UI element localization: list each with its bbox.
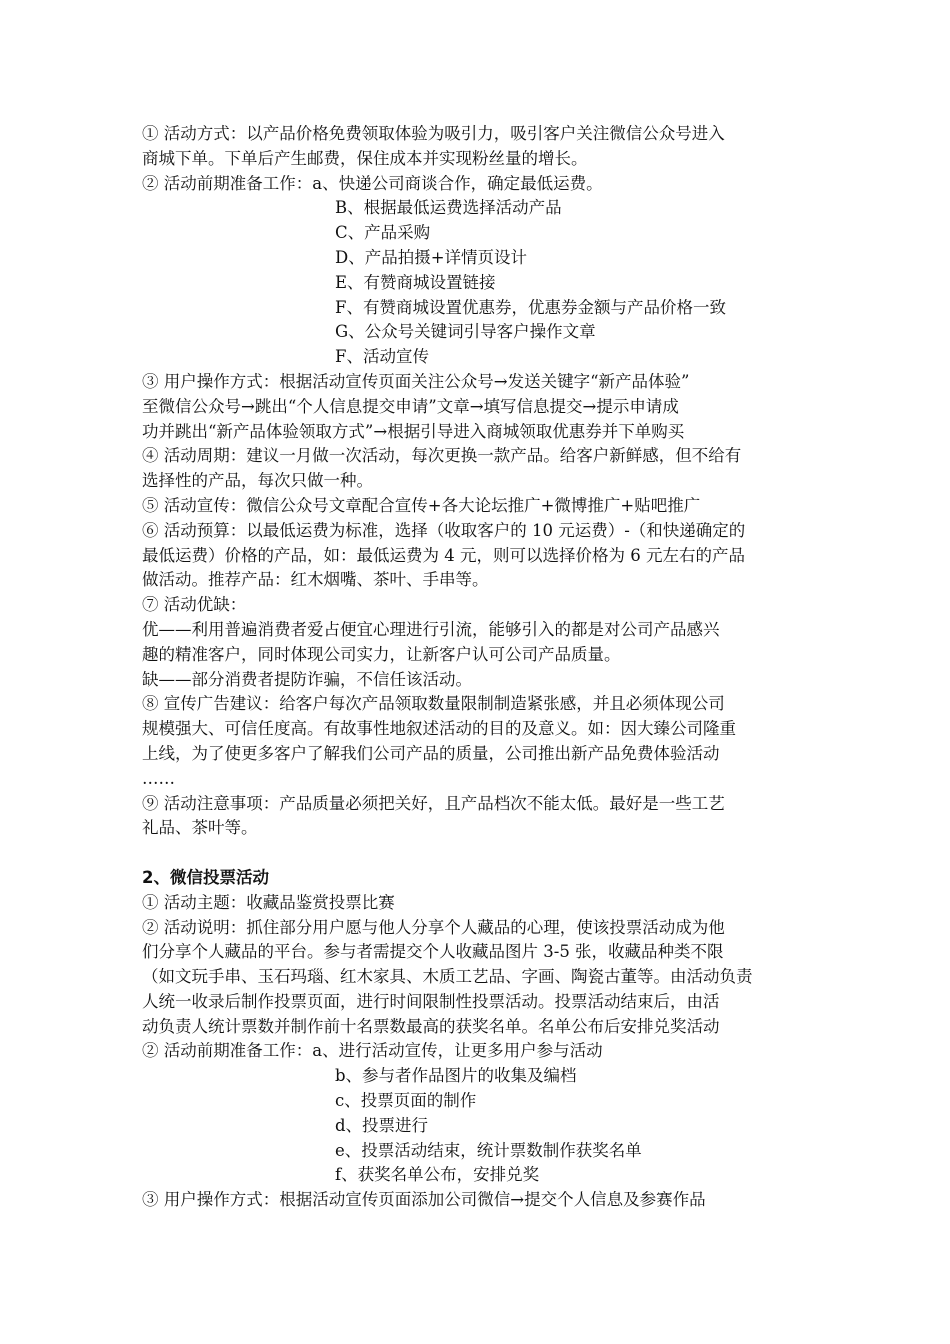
paragraph-line: ⑥ 活动预算：以最低运费为标准，选择（收取客户的 10 元运费）-（和快递确定的 — [142, 520, 746, 540]
paragraph-line: ⑨ 活动注意事项：产品质量必须把关好，且产品档次不能太低。最好是一些工艺 — [142, 793, 725, 813]
section-2-prep-steps — [142, 1064, 812, 1188]
paragraph-line: ⑦ 活动优缺： — [142, 595, 247, 615]
paragraph-line: 最低运费）价格的产品，如：最低运费为 4 元，则可以选择价格为 6 元左右的产品 — [142, 545, 745, 565]
section-2-intro — [142, 891, 812, 1065]
paragraph-line: ⑤ 活动宣传：微信公众号文章配合宣传+各大论坛推广+微博推广+贴吧推广 — [142, 495, 701, 515]
document-body — [142, 122, 812, 1213]
paragraph-line: ① 活动主题：收藏品鉴赏投票比赛 — [142, 892, 395, 912]
paragraph-line: 动负责人统计票数并制作前十名票数最高的获奖名单。名单公布后安排兑奖活动 — [142, 1016, 720, 1036]
paragraph-line: 至微信公众号→跳出“个人信息提交申请”文章→填写信息提交→提示申请成 — [142, 396, 679, 416]
section-1-intro — [142, 122, 812, 196]
paragraph-line: ② 活动说明：抓住部分用户愿与他人分享个人藏品的心理，使该投票活动成为他 — [142, 917, 725, 937]
paragraph-line: 选择性的产品，每次只做一种。 — [142, 471, 373, 491]
paragraph-line: 商城下单。下单后产生邮费，保住成本并实现粉丝量的增长。 — [142, 148, 588, 168]
prep-step: B、根据最低运费选择活动产品 — [335, 198, 562, 218]
paragraph-line: ② 活动前期准备工作：a、快递公司商谈合作，确定最低运费。 — [142, 173, 603, 193]
paragraph-line: （如文玩手串、玉石玛瑙、红木家具、木质工艺品、字画、陶瓷古董等。由活动负责 — [142, 967, 753, 987]
prep-step: F、有赞商城设置优惠券，优惠券金额与产品价格一致 — [335, 297, 726, 317]
prep-step: E、有赞商城设置链接 — [335, 272, 496, 292]
paragraph-line: 趣的精准客户，同时体现公司实力，让新客户认可公司产品质量。 — [142, 644, 621, 664]
section-2-heading: 2、微信投票活动 — [142, 867, 269, 887]
prep-step: b、参与者作品图片的收集及编档 — [335, 1066, 577, 1086]
paragraph-line: ④ 活动周期：建议一月做一次活动，每次更换一款产品。给客户新鲜感，但不给有 — [142, 446, 742, 466]
prep-step: e、投票活动结束，统计票数制作获奖名单 — [335, 1140, 642, 1160]
paragraph-line: ⑧ 宣传广告建议：给客户每次产品领取数量限制制造紧张感，并且必须体现公司 — [142, 694, 725, 714]
paragraph-line: ② 活动前期准备工作：a、进行活动宣传，让更多用户参与活动 — [142, 1041, 603, 1061]
paragraph-line: 礼品、茶叶等。 — [142, 818, 258, 838]
section-2-details — [142, 1188, 812, 1213]
prep-step: C、产品采购 — [335, 223, 431, 243]
paragraph-line: 缺——部分消费者提防诈骗，不信任该活动。 — [142, 669, 472, 689]
paragraph-line: 们分享个人藏品的平台。参与者需提交个人收藏品图片 3-5 张，收藏品种类不限 — [142, 942, 724, 962]
prep-step: f、获奖名单公布，安排兑奖 — [335, 1165, 540, 1185]
paragraph-line: 优——利用普遍消费者爱占便宜心理进行引流，能够引入的都是对公司产品感兴 — [142, 619, 720, 639]
prep-step: F、活动宣传 — [335, 347, 429, 367]
paragraph-line: 功并跳出“新产品体验领取方式”→根据引导进入商城领取优惠券并下单购买 — [142, 421, 685, 441]
paragraph-line: 规模强大、可信任度高。有故事性地叙述活动的目的及意义。如：因大臻公司隆重 — [142, 719, 736, 739]
prep-step: G、公众号关键词引导客户操作文章 — [335, 322, 596, 342]
paragraph-line: ① 活动方式：以产品价格免费领取体验为吸引力，吸引客户关注微信公众号进入 — [142, 124, 725, 143]
prep-step: D、产品拍摄+详情页设计 — [335, 247, 528, 267]
section-1-prep-steps — [142, 196, 812, 370]
section-spacer — [142, 841, 812, 866]
prep-step: c、投票页面的制作 — [335, 1091, 477, 1111]
paragraph-line: 上线，为了使更多客户了解我们公司产品的质量，公司推出新产品免费体验活动 — [142, 743, 720, 763]
prep-step: d、投票进行 — [335, 1115, 429, 1135]
section-1-details — [142, 370, 812, 841]
paragraph-line: 人统一收录后制作投票页面，进行时间限制性投票活动。投票活动结束后，由活 — [142, 991, 720, 1011]
paragraph-line: ③ 用户操作方式：根据活动宣传页面添加公司微信→提交个人信息及参赛作品 — [142, 1190, 706, 1210]
paragraph-line: ③ 用户操作方式：根据活动宣传页面关注公众号→发送关键字“新产品体验” — [142, 371, 690, 391]
paragraph-line: 做活动。推荐产品：红木烟嘴、茶叶、手串等。 — [142, 570, 489, 590]
paragraph-line: …… — [142, 768, 175, 788]
